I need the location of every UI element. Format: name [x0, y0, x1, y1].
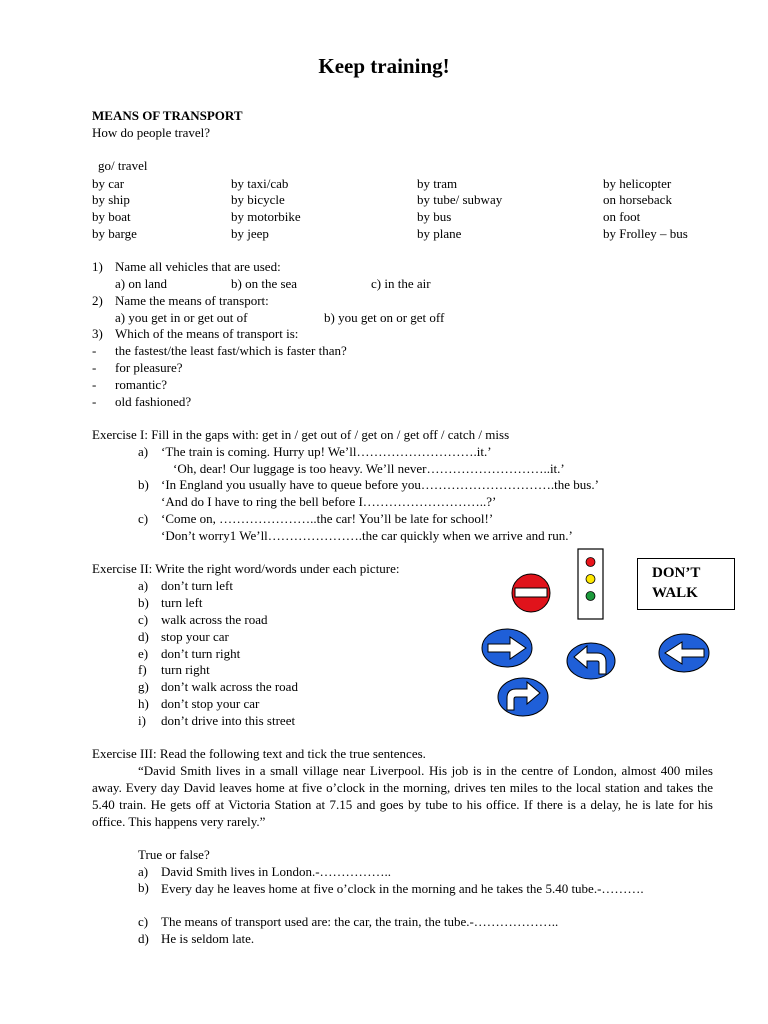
exercise1-line: ‘In England you usually have to queue before you………………………….the bus.’: [161, 477, 599, 492]
left-arrow-sign-icon: [659, 634, 709, 672]
item-label: b): [138, 595, 149, 610]
item-label: d): [138, 931, 149, 946]
page-title: Keep training!: [318, 54, 450, 78]
item-label: d): [138, 629, 149, 644]
task-text: Name all vehicles that are used:: [115, 259, 281, 274]
item-label: a): [138, 864, 149, 879]
task-option: a) on land: [115, 276, 167, 291]
dont-walk-sign: [637, 558, 735, 610]
true-false-item: Every day he leaves home at five o’clock in the morning and he takes the 5.40 tube.-……….: [161, 881, 644, 896]
exercise2-item: walk across the road: [161, 612, 268, 627]
item-label: c): [138, 612, 149, 627]
grid-cell: by bus: [417, 209, 452, 224]
bullet-item: romantic?: [115, 377, 167, 392]
item-label: i): [138, 713, 146, 728]
task-option: b) on the sea: [231, 276, 298, 291]
grid-cell: by plane: [417, 226, 462, 241]
exercise1-line: ‘Come on, …………………..the car! You’ll be late for school!’: [161, 511, 494, 526]
grid-cell: by tube/ subway: [417, 192, 503, 207]
task-text: Which of the means of transport is:: [115, 326, 299, 341]
item-label: c): [138, 914, 149, 929]
section-heading: MEANS OF TRANSPORT: [92, 108, 243, 123]
exercise2-item: turn right: [161, 662, 210, 677]
true-false-item: The means of transport used are: the car, the train, the tube.-………………..: [161, 914, 559, 929]
bullet-dash: -: [92, 394, 97, 409]
task-option: c) in the air: [371, 276, 431, 291]
grid-cell: by car: [92, 176, 125, 191]
exercise3-paragraph: “David Smith lives in a small village near Liverpool. His job is in the centre of London, almost 400 miles away. Every day David leaves home at five o’clock in the morning, drives ten miles to the local station and takes the 5.40 train. He gets off at Victoria Station at 7.15 and goes by tube to his office. If there is a delay, he is late for his office. This happens very rarely.”: [92, 763, 713, 829]
turn-left-sign-icon: [567, 643, 615, 679]
exercise2-item: don’t turn right: [161, 646, 241, 661]
right-arrow-sign-icon: [482, 629, 532, 667]
true-false-heading: True or false?: [138, 847, 210, 862]
traffic-light-icon: [578, 549, 603, 619]
item-label: c): [138, 511, 149, 526]
task-number: 1): [92, 259, 103, 274]
exercise2-item: turn left: [161, 595, 203, 610]
item-label: f): [138, 662, 147, 677]
exercise1-line: ‘Don’t worry1 We’ll………………….the car quickly when we arrive and run.’: [161, 528, 573, 543]
item-label: b): [138, 880, 149, 895]
exercise1-line: ‘The train is coming. Hurry up! We’ll……………………….it.’: [161, 444, 492, 459]
dont-walk-sign-line1: DON’T: [652, 565, 701, 581]
grid-cell: by jeep: [231, 226, 269, 241]
item-label: e): [138, 646, 149, 661]
true-false-item: David Smith lives in London.-……………..: [161, 864, 392, 879]
item-label: g): [138, 679, 149, 694]
exercise1-heading: Exercise I: Fill in the gaps with: get in / get out of / get on / get off / catch / miss: [92, 427, 510, 442]
bullet-item: the fastest/the least fast/which is faster than?: [115, 343, 347, 358]
item-label: h): [138, 696, 149, 711]
go-travel-label: go/ travel: [98, 158, 148, 173]
section-question: How do people travel?: [92, 125, 211, 140]
true-false-item: He is seldom late.: [161, 931, 255, 946]
bullet-dash: -: [92, 377, 97, 392]
task-number: 2): [92, 293, 103, 308]
task-number: 3): [92, 326, 103, 341]
grid-cell: by ship: [92, 192, 130, 207]
exercise2-item: don’t turn left: [161, 578, 233, 593]
exercise2-item: don’t walk across the road: [161, 679, 298, 694]
exercise2-item: don’t stop your car: [161, 696, 260, 711]
grid-cell: by taxi/cab: [231, 176, 289, 191]
item-label: b): [138, 477, 149, 492]
task-text: Name the means of transport:: [115, 293, 269, 308]
no-entry-sign-icon: [512, 574, 550, 612]
exercise2-item: don’t drive into this street: [161, 713, 296, 728]
grid-cell: by boat: [92, 209, 131, 224]
item-label: a): [138, 444, 149, 459]
grid-cell: on horseback: [603, 192, 672, 207]
turn-right-sign-icon: [498, 678, 548, 716]
exercise1-line: ‘Oh, dear! Our luggage is too heavy. We’ll never………………………..it.’: [173, 461, 565, 476]
bullet-item: for pleasure?: [115, 360, 183, 375]
exercise1-line: ‘And do I have to ring the bell before I………………………..?’: [161, 494, 497, 509]
grid-cell: by motorbike: [231, 209, 301, 224]
exercise2-item: stop your car: [161, 629, 229, 644]
grid-cell: by tram: [417, 176, 458, 191]
grid-cell: by barge: [92, 226, 137, 241]
task-option: b) you get on or get off: [324, 310, 445, 325]
item-label: a): [138, 578, 149, 593]
task-option: a) you get in or get out of: [115, 310, 248, 325]
exercise2-heading: Exercise II: Write the right word/words under each picture:: [92, 561, 400, 576]
grid-cell: by Frolley – bus: [603, 226, 688, 241]
grid-cell: on foot: [603, 209, 641, 224]
bullet-item: old fashioned?: [115, 394, 192, 409]
dont-walk-sign-line2: WALK: [652, 585, 698, 601]
bullet-dash: -: [92, 343, 97, 358]
grid-cell: by bicycle: [231, 192, 285, 207]
bullet-dash: -: [92, 360, 97, 375]
grid-cell: by helicopter: [603, 176, 672, 191]
exercise3-heading: Exercise III: Read the following text and tick the true sentences.: [92, 746, 426, 761]
